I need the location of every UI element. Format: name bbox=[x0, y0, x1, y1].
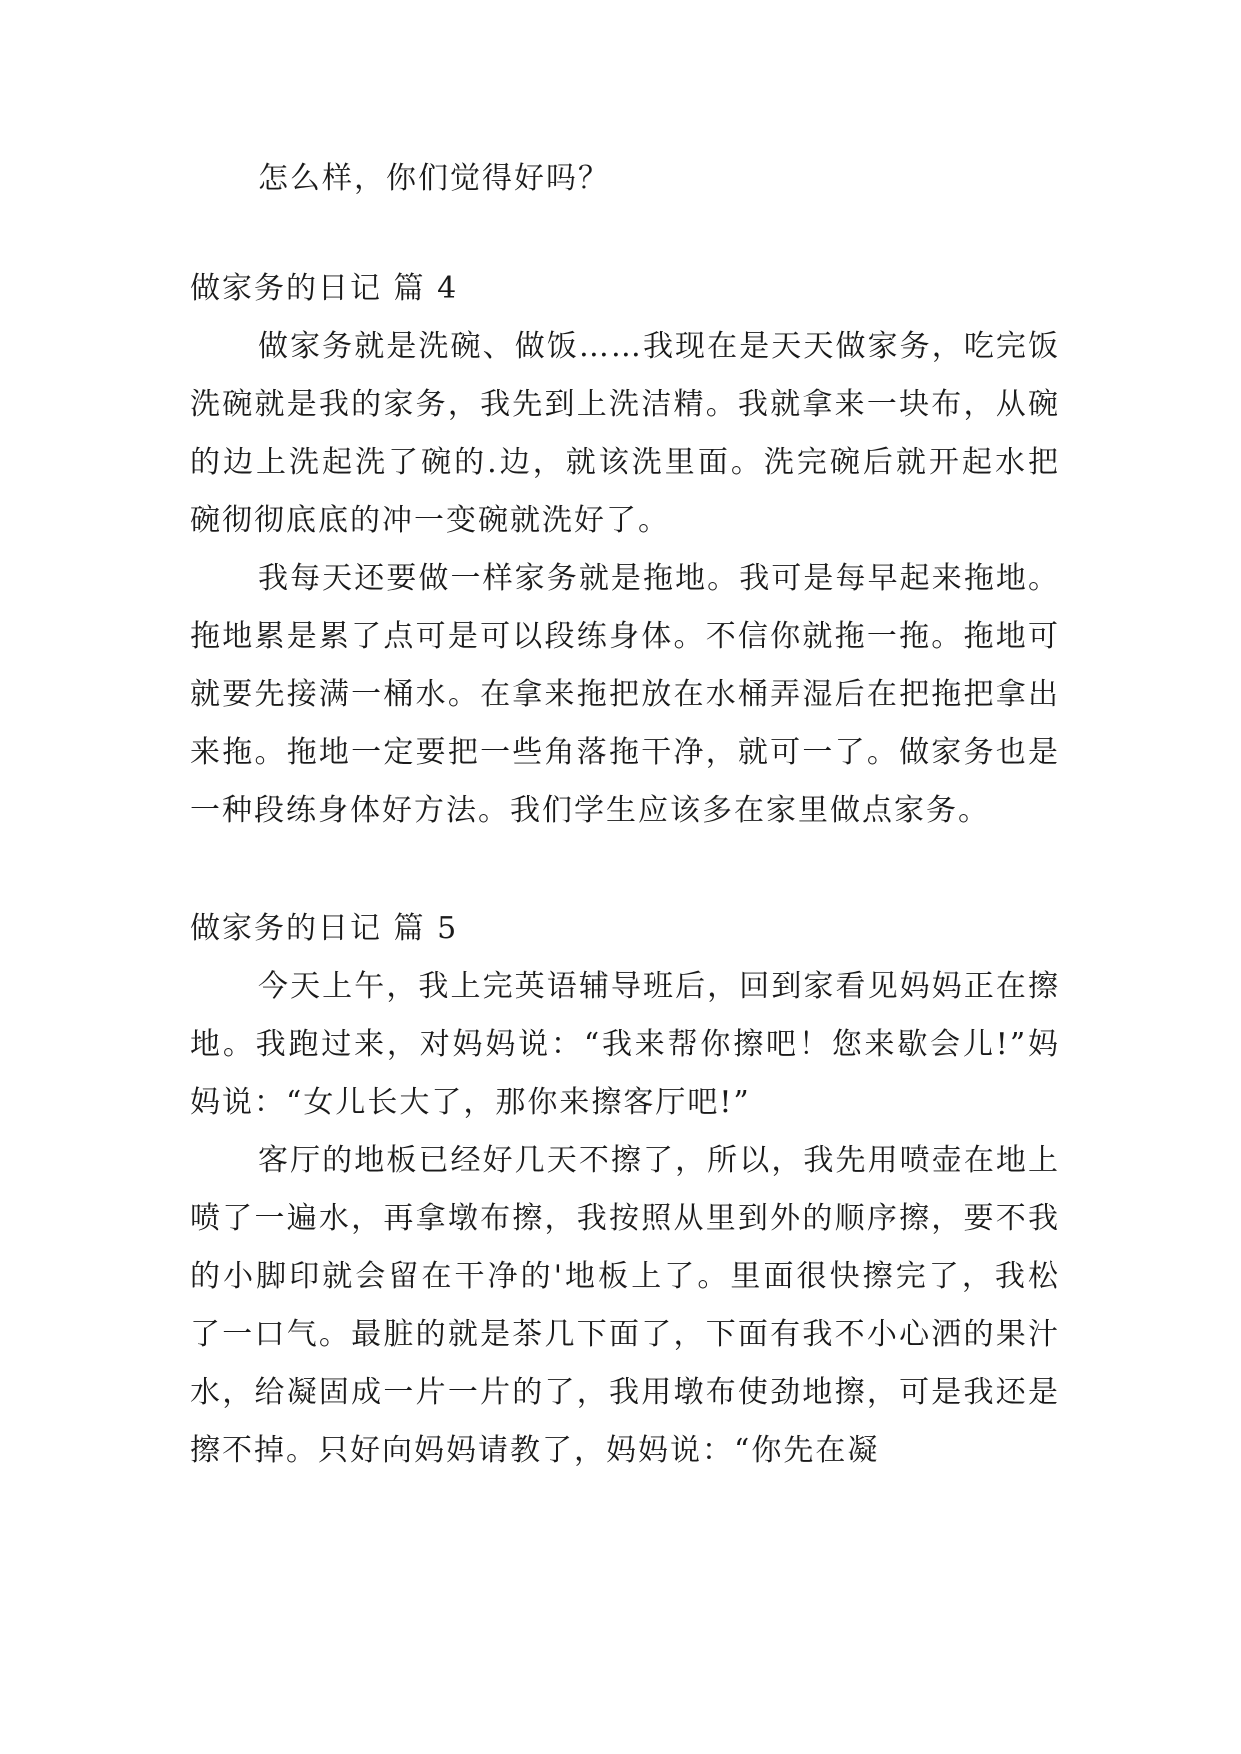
section-5-paragraph-1: 今天上午，我上完英语辅导班后，回到家看见妈妈正在擦地。我跑过来，对妈妈说：“我来帮你擦吧！您来歇会儿!”妈妈说：“女儿长大了，那你来擦客厅吧!” bbox=[190, 969, 1060, 1120]
section-4-paragraph-2: 我每天还要做一样家务就是拖地。我可是每早起来拖地。拖地累是累了点可是可以段练身体。不信你就拖一拖。拖地可就要先接满一桶水。在拿来拖把放在水桶弄湿后在把拖把拿出来拖。拖地一定要把一些角落拖干净，就可一了。做家务也是一种段练身体好方法。我们学生应该多在家里做点家务。 bbox=[190, 561, 1060, 828]
intro-closing-line: 怎么样，你们觉得好吗？ bbox=[258, 161, 610, 196]
section-4-paragraph-1: 做家务就是洗碗、做饭……我现在是天天做家务，吃完饭洗碗就是我的家务，我先到上洗洁精。我就拿来一块布，从碗的边上洗起洗了碗的.边，就该洗里面。洗完碗后就开起水把碗彻彻底底的冲一变碗就洗好了。 bbox=[190, 329, 1060, 538]
document-page bbox=[190, 150, 1060, 1480]
section-5-title: 做家务的日记 篇 5 bbox=[190, 911, 459, 946]
section-4-title: 做家务的日记 篇 4 bbox=[190, 271, 459, 306]
section-5-paragraph-2: 客厅的地板已经好几天不擦了，所以，我先用喷壶在地上喷了一遍水，再拿墩布擦，我按照从里到外的顺序擦，要不我的小脚印就会留在干净的'地板上了。里面很快擦完了，我松了一口气。最脏的就是茶几下面了，下面有我不小心洒的果汁水，给凝固成一片一片的了，我用墩布使劲地擦，可是我还是擦不掉。只好向妈妈请教了，妈妈说：“你先在凝 bbox=[190, 1143, 1060, 1468]
